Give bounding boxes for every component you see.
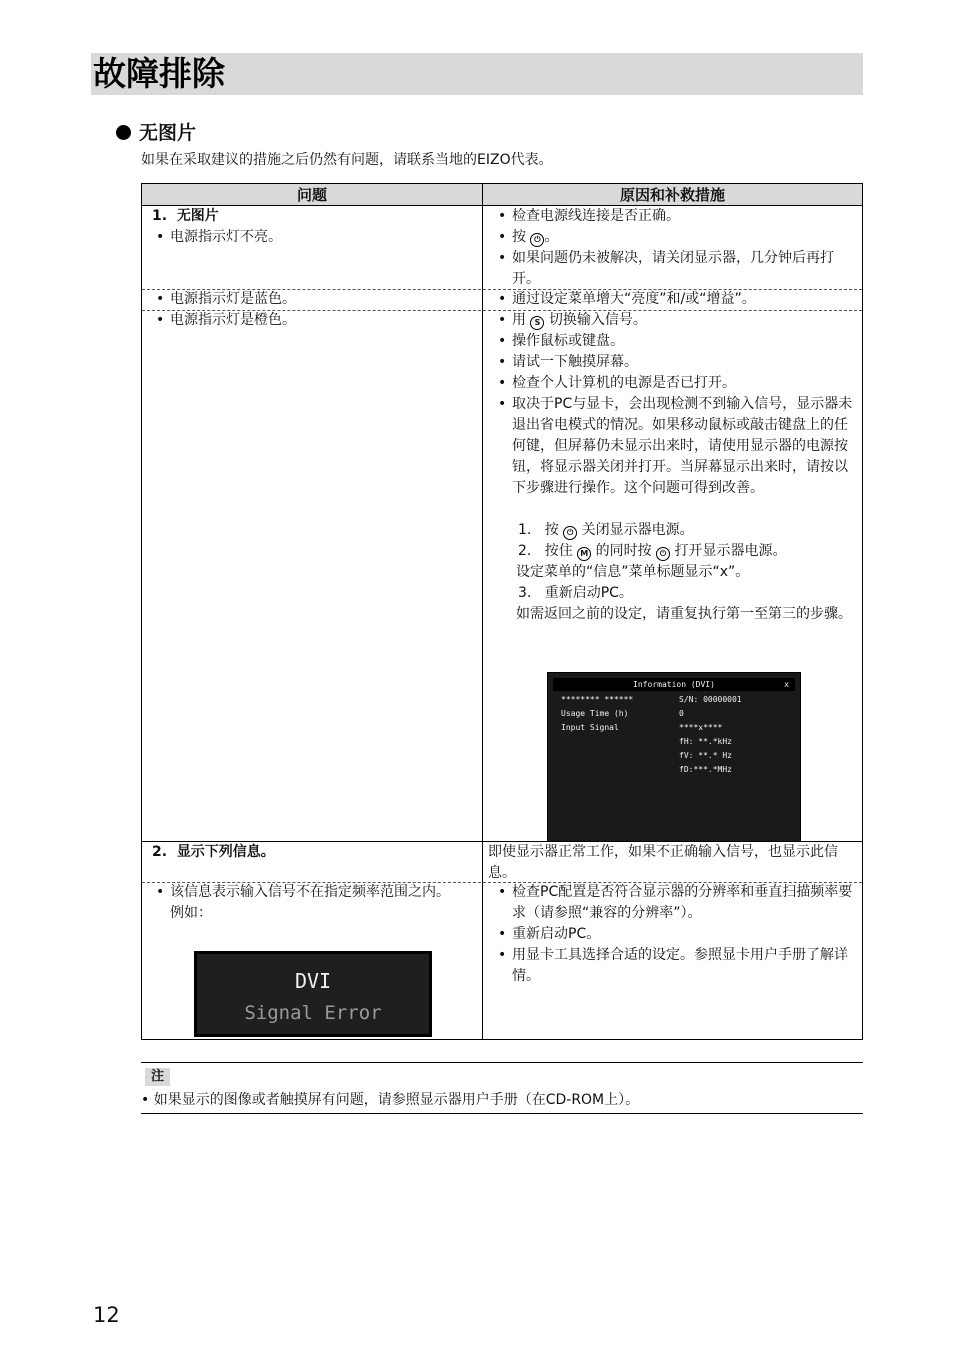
- title-bar: [91, 53, 863, 95]
- step-2-post: 打开显示器电源。: [674, 543, 787, 559]
- section-title: 无图片: [139, 122, 197, 144]
- row3-problem-cell: [152, 310, 472, 331]
- step-2-number: 2.: [518, 543, 532, 559]
- note-text: • 如果显示的图像或者触摸屏有问题，请参照显示器用户手册（在CD-ROM上）。: [141, 1092, 640, 1108]
- step-3: [494, 583, 856, 604]
- row3-cause-3: • 请试一下触摸屏幕。: [494, 352, 856, 373]
- signal-error-input: DVI: [294, 969, 332, 993]
- row4-title: [152, 842, 472, 863]
- info-r2-label: Usage Time (h): [561, 709, 629, 718]
- step-3-text: 重新启动PC。: [544, 585, 633, 601]
- row5-cause-cell: [494, 882, 856, 987]
- info-r4-value: fH: **.*kHz: [679, 737, 732, 746]
- info-r3-value: ****x****: [679, 723, 723, 732]
- page-title: 故障排除: [93, 54, 225, 93]
- column-divider: [482, 184, 483, 1039]
- row5-problem-cell: [152, 882, 472, 924]
- row1-problem-cell: [152, 206, 472, 248]
- row3-cause-2: • 操作鼠标或键盘。: [494, 331, 856, 352]
- row4-cause: 即使显示器正常工作，如果不正确输入信号，也显示此信息。: [488, 844, 838, 881]
- row4-title-text: 显示下列信息。: [176, 844, 275, 860]
- row3-cause-cell: [494, 310, 856, 625]
- step-1: [494, 520, 856, 541]
- row3-cause-5: • 取决于PC与显卡，会出现检测不到输入信号，显示器未退出省电模式的情况。如果移动鼠标或敲击键盘上的任何键，但屏幕仍未显示出来时，请使用显示器的电源按钮，将显示器关闭并打开。当屏幕显示出来时，请按以下步骤进行操作。这个问题可得到改善。: [494, 394, 856, 499]
- info-r1-value: S/N: 00000001: [679, 695, 742, 704]
- step-2: [494, 541, 856, 562]
- row5-example: 例如：: [170, 905, 212, 921]
- note-box: [141, 1062, 863, 1114]
- row1-cause-2: [494, 227, 856, 248]
- power-icon: ⏻: [563, 526, 577, 540]
- row1-problem: • 电源指示灯不亮。: [152, 227, 472, 248]
- row3-cause-switch-post: 切换输入信号。: [548, 312, 647, 328]
- step-2-note: 设定菜单的“信息”菜单标题显示“x”。: [516, 564, 750, 580]
- row1-cause-3: • 如果问题仍未被解决，请关闭显示器，几分钟后再打开。: [494, 248, 856, 290]
- step-1-pre: 按: [544, 522, 559, 538]
- info-r3-label: Input Signal: [561, 723, 619, 732]
- signal-error-screen: [194, 951, 432, 1037]
- row5-cause-3: • 用显卡工具选择合适的设定。参照显卡用户手册了解详情。: [494, 945, 856, 987]
- signal-error-message: Signal Error: [244, 1002, 382, 1024]
- section-intro: 如果在采取建议的措施之后仍然有问题，请联系当地的EIZO代表。: [141, 152, 553, 168]
- step-1-number: 1.: [518, 522, 532, 538]
- row3-cause-4: • 检查个人计算机的电源是否已打开。: [494, 373, 856, 394]
- row3-cause-switch-pre: 用: [512, 312, 526, 328]
- steps-after: 如需返回之前的设定，请重复执行第一至第三的步骤。: [516, 606, 852, 622]
- row5-problem-text: 该信息表示输入信号不在指定频率范围之内。: [170, 884, 450, 900]
- info-title-bar: [553, 678, 795, 691]
- info-close-mark: x: [784, 680, 789, 689]
- step-2-pre: 按住: [544, 543, 573, 559]
- row1-number: 1.: [152, 208, 168, 224]
- step-1-post: 关闭显示器电源。: [581, 522, 694, 538]
- header-problem: 问题: [142, 184, 482, 206]
- row1-cause-cell: [494, 206, 856, 290]
- header-cause: 原因和补救措施: [483, 184, 862, 206]
- row4-number: 2.: [152, 844, 168, 860]
- row2-problem-cell: [152, 289, 472, 310]
- row5-cause-2: • 重新启动PC。: [494, 924, 856, 945]
- row5-cause-1: • 检查PC配置是否符合显示器的分辨率和垂直扫描频率要求（请参照“兼容的分辨率”）。: [494, 882, 856, 924]
- row2-cause: • 通过设定菜单增大“亮度”和/或“增益”。: [494, 289, 856, 310]
- info-r6-value: fD:***.*MHz: [679, 765, 732, 774]
- information-screen: [547, 672, 801, 842]
- info-title: Information (DVI): [633, 680, 715, 689]
- note-label: 注: [145, 1068, 170, 1086]
- info-r1-label: ******** ******: [561, 695, 634, 704]
- row2-cause-cell: [494, 289, 856, 310]
- row1-cause-2-pre: 按: [512, 229, 526, 245]
- section-heading: [116, 120, 196, 146]
- power-icon: ⏻: [656, 547, 670, 561]
- row3-problem: • 电源指示灯是橙色。: [152, 310, 472, 331]
- row2-problem: • 电源指示灯是蓝色。: [152, 289, 472, 310]
- row1-title: [152, 206, 472, 227]
- row1-cause-1: • 检查电源线连接是否正确。: [494, 206, 856, 227]
- signal-switch-icon: S: [530, 316, 544, 330]
- row4-problem-cell: [152, 842, 472, 863]
- info-r5-value: fV: **.* Hz: [679, 751, 732, 760]
- page-number: 12: [93, 1303, 120, 1327]
- row5-problem: [152, 882, 472, 924]
- troubleshooting-table: [141, 183, 863, 1040]
- step-3-number: 3.: [518, 585, 532, 601]
- step-2-mid: 的同时按: [595, 543, 652, 559]
- info-r2-value: 0: [679, 709, 684, 718]
- row3-cause-switch: [494, 310, 856, 331]
- power-icon: ⏻: [530, 233, 544, 247]
- mode-icon: M: [577, 547, 591, 561]
- row1-cause-2-post: 。: [544, 229, 559, 245]
- bullet-dot-icon: [116, 125, 131, 140]
- row1-title-text: 无图片: [176, 208, 219, 224]
